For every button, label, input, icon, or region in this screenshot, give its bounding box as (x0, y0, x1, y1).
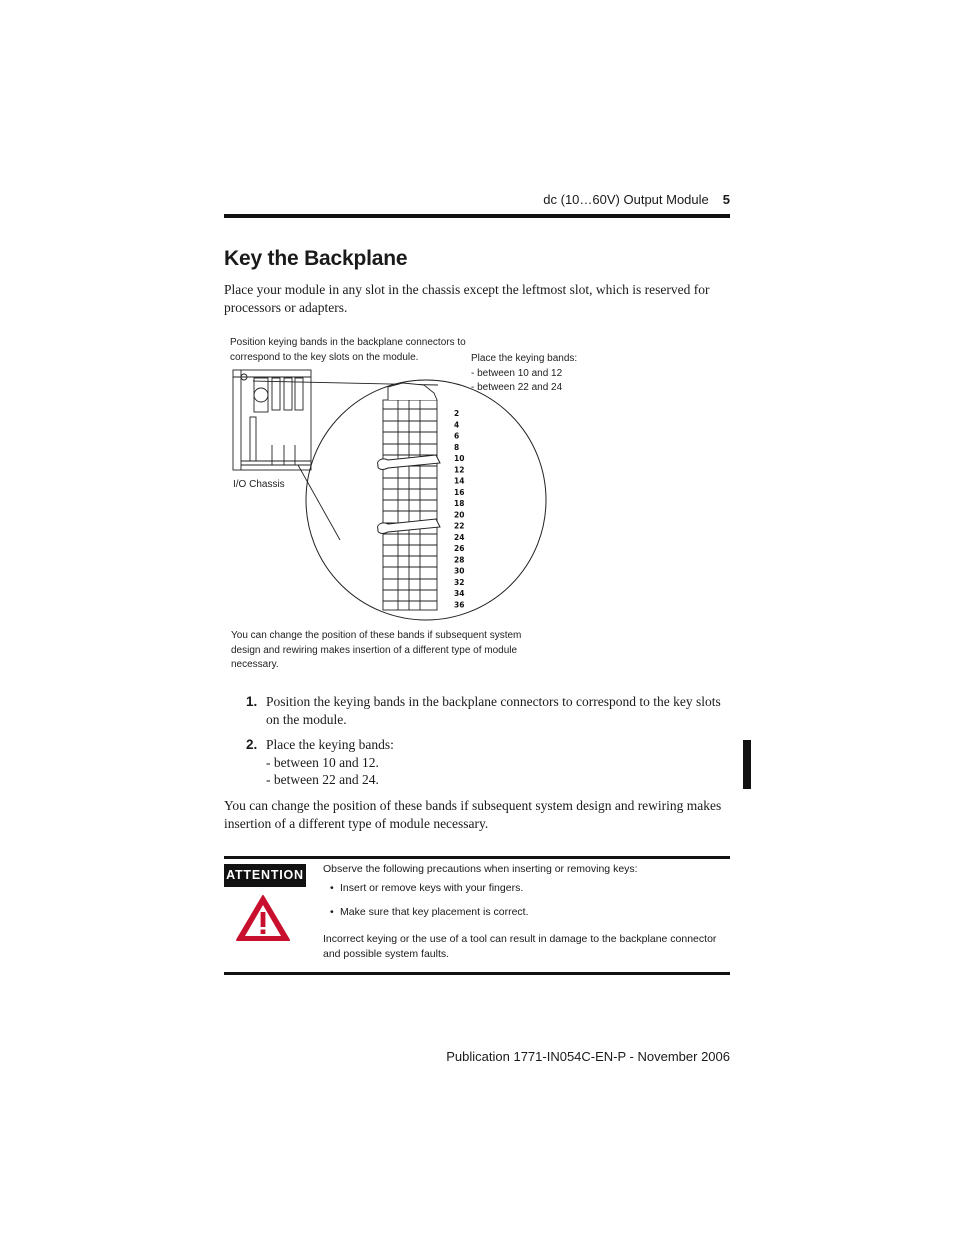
connector-number-16: 16 (454, 487, 465, 497)
bullet-icon: • (330, 906, 334, 918)
connector-number-6: 6 (454, 431, 460, 441)
connector-number-12: 12 (454, 465, 465, 475)
warning-triangle-icon (235, 893, 291, 943)
connector-number-10: 10 (454, 454, 465, 463)
connector-number-30: 30 (454, 566, 465, 576)
connector-number-8: 8 (454, 442, 460, 452)
figure-note-line: - between 22 and 24 (471, 382, 563, 393)
list-item: • Make sure that key placement is correct. (330, 906, 529, 918)
connector-number-14: 14 (454, 476, 465, 486)
attention-body (323, 862, 729, 962)
attention-label: ATTENTION (224, 864, 306, 887)
connector-number-2: 2 (454, 409, 460, 418)
header-rule (224, 214, 730, 218)
step-number: 1. (246, 694, 258, 709)
connector-number-32: 32 (454, 577, 465, 587)
step-2 (246, 736, 730, 789)
figure-note-top-left: Position keying bands in the backplane connectors to correspond to the key slots on the module. (230, 337, 466, 363)
list-item: • Insert or remove keys with your fingers. (330, 882, 524, 894)
connector-number-28: 28 (454, 555, 465, 565)
step-subline: - between 10 and 12. (266, 754, 379, 770)
step-subline: - between 22 and 24. (266, 772, 379, 787)
section-title: Key the Backplane (224, 247, 408, 270)
publication-footer: Publication 1771-IN054C-EN-P - November 2006 (446, 1049, 730, 1064)
io-chassis-drawing (233, 370, 311, 470)
connector-number-36: 36 (454, 600, 465, 610)
connector-number-labels (454, 409, 464, 609)
page-number: 5 (722, 192, 730, 207)
backplane-keying-figure (228, 365, 558, 627)
figure-note-line: - between 10 and 12 (471, 367, 563, 379)
step-text: Place the keying bands: (266, 737, 394, 752)
step-number: 2. (246, 737, 258, 752)
attention-top-rule (224, 856, 730, 859)
bullet-icon: • (330, 882, 334, 894)
connector-number-24: 24 (454, 532, 465, 542)
running-title: dc (10…60V) Output Module (543, 192, 709, 207)
connector-number-20: 20 (454, 510, 465, 520)
attention-bottom-rule (224, 972, 730, 975)
attention-bullets (323, 881, 729, 920)
step-text: Position the keying bands in the backplane connectors to correspond to the key slots on the module. (266, 694, 721, 727)
attention-intro: Observe the following precautions when inserting or removing keys: (323, 863, 638, 875)
connector-number-4: 4 (454, 420, 460, 430)
backplane-connector-drawing (383, 383, 437, 610)
attention-note: Incorrect keying or the use of a tool can result in damage to the backplane connector and possible system faults. (323, 933, 717, 960)
intro-paragraph: Place your module in any slot in the chassis except the leftmost slot, which is reserved for processors or adapters. (224, 282, 710, 315)
procedure-steps (246, 693, 730, 797)
connector-number-22: 22 (454, 521, 465, 531)
closing-paragraph: You can change the position of these bands if subsequent system design and rewiring makes insertion of a different type of module necessary. (224, 798, 722, 831)
connector-number-34: 34 (454, 589, 465, 598)
section-edge-tab (743, 740, 751, 789)
connector-number-18: 18 (454, 499, 465, 508)
figure-note-line: Place the keying bands: (471, 353, 578, 364)
running-header (540, 192, 730, 207)
step-1 (246, 693, 730, 728)
figure-note-bottom: You can change the position of these bands if subsequent system design and rewiring makes insertion of a different type of module necessary. (231, 630, 522, 670)
connector-number-26: 26 (454, 544, 465, 553)
chassis-label: I/O Chassis (233, 479, 285, 490)
